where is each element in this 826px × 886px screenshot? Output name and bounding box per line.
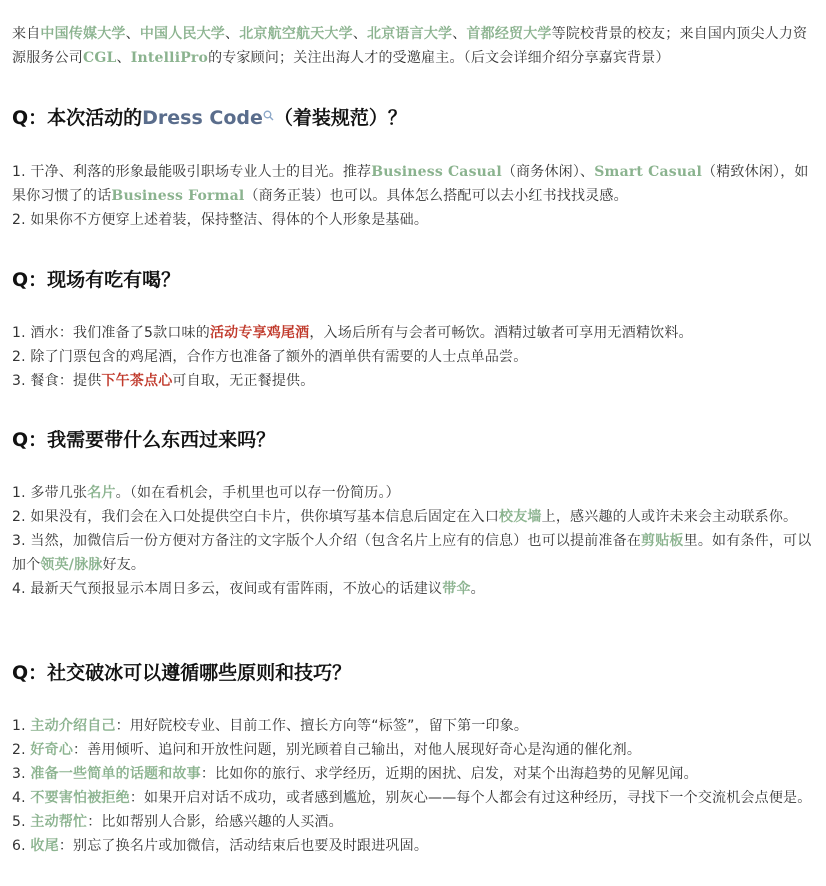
item-text: 。 — [470, 581, 485, 597]
highlight-clipboard: 剪贴板 — [641, 533, 684, 549]
list-item — [12, 762, 818, 786]
question-text: Q：本次活动的 — [12, 107, 143, 129]
item-text: （精致休闲），如果你习惯了的话 — [12, 164, 809, 204]
company-intellipro: IntelliPro — [130, 50, 209, 66]
list-item — [12, 577, 818, 601]
item-text: 多带几张 — [30, 485, 88, 501]
highlight-business-casual: Business Casual — [371, 164, 502, 180]
item-text: 好友。 — [102, 557, 146, 573]
highlight-business-formal: Business Formal — [111, 188, 245, 204]
item-text: （商务休闲）、 — [501, 164, 595, 180]
item-text: 餐食：提供 — [30, 373, 102, 389]
item-number: 1. — [12, 164, 31, 180]
university-buaa: 北京航空航天大学 — [239, 26, 353, 42]
list-item — [12, 738, 818, 762]
item-text: 当然，加微信后一份方便对方备注的文字版个人介绍（包含名片上应有的信息）也可以提前准备在 — [30, 533, 642, 549]
list-item — [12, 345, 818, 369]
list-item — [12, 369, 818, 393]
dress-code-list — [12, 160, 818, 232]
highlight-wrap-up: 收尾 — [30, 838, 59, 854]
list-item — [12, 505, 818, 529]
intro-paragraph — [12, 22, 818, 70]
item-text: ：比如你的旅行、求学经历，近期的困扰、启发，对某个出海趋势的见解见闻。 — [200, 766, 698, 782]
list-item — [12, 321, 818, 345]
item-text: 。（如在看机会，手机里也可以存一份简历。） — [115, 485, 400, 501]
highlight-umbrella: 带伞 — [442, 581, 471, 597]
list-item — [12, 810, 818, 834]
item-number: 2. — [12, 212, 31, 228]
list-item — [12, 481, 818, 505]
list-item — [12, 834, 818, 858]
search-icon[interactable] — [263, 111, 274, 124]
list-item — [12, 714, 818, 738]
item-text: 干净、利落的形象最能吸引职场专业人士的目光。推荐 — [30, 164, 372, 180]
separator: 、 — [225, 26, 240, 42]
highlight-introduce-yourself: 主动介绍自己 — [30, 718, 116, 734]
company-cgl: CGL — [83, 50, 117, 66]
item-number: 1. — [12, 325, 31, 341]
item-text: 里。如有条件，可以加个 — [12, 533, 812, 573]
item-number: 3. — [12, 766, 31, 782]
item-number: 3. — [12, 533, 31, 549]
list-item — [12, 786, 818, 810]
item-text: ：用好院校专业、目前工作、擅长方向等“标签”，留下第一印象。 — [115, 718, 529, 734]
icebreak-list — [12, 714, 818, 858]
item-text: 酒水：我们准备了5款口味的 — [30, 325, 210, 341]
dress-code-term-link[interactable]: Dress Code — [142, 107, 263, 129]
highlight-linkedin-maimai: 领英/脉脉 — [40, 557, 103, 573]
item-number: 6. — [12, 838, 31, 854]
item-number: 4. — [12, 581, 31, 597]
question-text: （着装规范）？ — [273, 107, 407, 129]
separator: 、 — [116, 50, 131, 66]
icebreak-question: Q：社交破冰可以遵循哪些原则和技巧？ — [12, 662, 352, 684]
item-number: 5. — [12, 814, 31, 830]
highlight-prepare-topics: 准备一些简单的话题和故事 — [30, 766, 201, 782]
item-text: 最新天气预报显示本周日多云，夜间或有雷阵雨，不放心的话建议 — [30, 581, 443, 597]
bring-section — [12, 426, 818, 454]
separator: 、 — [452, 26, 467, 42]
university-cuc: 中国传媒大学 — [40, 26, 126, 42]
item-text: ：善用倾听、追问和开放性问题，别光顾着自己输出，对他人展现好奇心是沟通的催化剂。 — [73, 742, 642, 758]
highlight-snacks: 下午茶点心 — [101, 373, 173, 389]
bring-question: Q：我需要带什么东西过来吗？ — [12, 429, 276, 451]
intro-text: 来自 — [12, 26, 41, 42]
intro-text: 等院校背景的校友；来自国内顶尖人力资源服务公司 — [12, 26, 808, 66]
food-question: Q：现场有吃有喝？ — [12, 269, 181, 291]
food-list — [12, 321, 818, 393]
item-number: 3. — [12, 373, 31, 389]
item-number: 2. — [12, 742, 31, 758]
university-blcu: 北京语言大学 — [367, 26, 453, 42]
list-item — [12, 160, 818, 208]
intro-section — [12, 22, 818, 70]
highlight-help-out: 主动帮忙 — [30, 814, 88, 830]
item-number: 2. — [12, 349, 31, 365]
list-item — [12, 208, 818, 232]
item-text: 如果没有，我们会在入口处提供空白卡片，供你填写基本信息后固定在入口 — [30, 509, 500, 525]
item-text: ：比如帮别人合影，给感兴趣的人买酒。 — [87, 814, 343, 830]
item-text: ，入场后所有与会者可畅饮。酒精过敏者可享用无酒精饮料。 — [309, 325, 693, 341]
bring-list — [12, 481, 818, 601]
item-number: 1. — [12, 718, 31, 734]
university-cueb: 首都经贸大学 — [466, 26, 552, 42]
item-text: 除了门票包含的鸡尾酒，合作方也准备了额外的酒单供有需要的人士点单品尝。 — [30, 349, 528, 365]
university-ruc: 中国人民大学 — [139, 26, 226, 42]
food-section — [12, 266, 818, 294]
highlight-business-card: 名片 — [87, 485, 116, 501]
intro-text: 的专家顾问；关注出海人才的受邀雇主。（后文会详细介绍分享嘉宾背景） — [208, 50, 670, 66]
dress-code-section — [12, 104, 818, 132]
highlight-smart-casual: Smart Casual — [594, 164, 703, 180]
separator: 、 — [352, 26, 368, 42]
item-number: 1. — [12, 485, 31, 501]
highlight-alumni-wall: 校友墙 — [499, 509, 542, 525]
item-number: 4. — [12, 790, 31, 806]
item-text: 可自取，无正餐提供。 — [172, 373, 315, 389]
icebreak-section — [12, 659, 818, 687]
list-item — [12, 529, 818, 577]
item-text: 上，感兴趣的人或许未来会主动联系你。 — [541, 509, 798, 525]
separator: 、 — [125, 26, 140, 42]
item-text: ：别忘了换名片或加微信，活动结束后也要及时跟进巩固。 — [58, 838, 429, 854]
item-text: ：如果开启对话不成功，或者感到尴尬，别灰心——每个人都会有过这种经历，寻找下一个交流机会点便是。 — [129, 790, 812, 806]
item-text: 如果你不方便穿上述着装，保持整洁、得体的个人形象是基础。 — [30, 212, 429, 228]
highlight-cocktail: 活动专享鸡尾酒 — [209, 325, 310, 341]
item-text: （商务正装）也可以。具体怎么搭配可以去小红书找找灵感。 — [244, 188, 628, 204]
item-number: 2. — [12, 509, 31, 525]
dress-code-question — [12, 104, 818, 132]
highlight-curiosity: 好奇心 — [30, 742, 74, 758]
highlight-no-fear-rejection: 不要害怕被拒绝 — [30, 790, 130, 806]
